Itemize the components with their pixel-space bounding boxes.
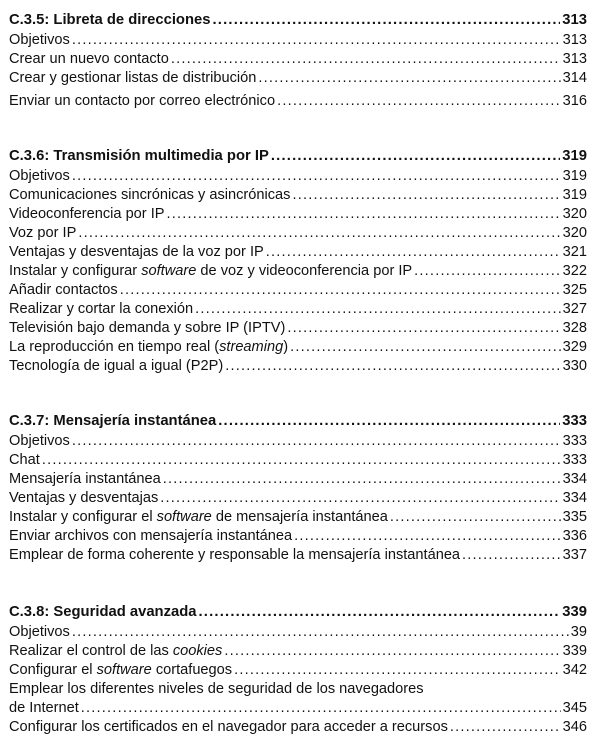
toc-entry [9, 623, 587, 642]
dot-leader [171, 50, 561, 69]
toc-entry [9, 205, 587, 224]
entry-page: 334 [562, 490, 587, 506]
toc-entry [9, 470, 587, 489]
entry-page: 320 [562, 206, 587, 222]
entry-page: 329 [562, 339, 587, 355]
dot-leader [234, 661, 561, 680]
toc-entry [9, 300, 587, 319]
entry-title-part: Configurar el [9, 662, 97, 678]
toc-entry [9, 451, 587, 470]
entry-title-part: Realizar el control de las [9, 643, 173, 659]
toc-entry [9, 718, 587, 737]
entry-title [9, 642, 222, 661]
toc-entry [9, 699, 587, 718]
entry-page: 327 [562, 301, 587, 317]
entry-title: Enviar archivos con mensajería instantánea [9, 528, 293, 544]
heading-page: 333 [562, 413, 587, 429]
entry-title-part: cortafuegos [151, 662, 233, 678]
heading-page: 313 [562, 12, 587, 28]
entry-page: 319 [562, 187, 587, 203]
toc-entry [9, 546, 587, 565]
dot-leader [290, 338, 561, 357]
entry-title-italic: cookies [172, 643, 223, 659]
toc-section-c35 [9, 10, 587, 111]
entry-title: Voz por IP [9, 225, 77, 241]
entry-title-part: Instalar y configurar el [9, 509, 157, 525]
entry-title [9, 262, 412, 281]
entry-title: Ventajas y desventajas [9, 490, 159, 506]
dot-leader [212, 10, 560, 31]
entry-title: Ventajas y desventajas de la voz por IP [9, 244, 264, 260]
heading-title: C.3.8: Seguridad avanzada [9, 604, 197, 620]
toc-entry [9, 262, 587, 281]
entry-page: 342 [562, 662, 587, 678]
entry-title [9, 338, 288, 357]
toc-entry [9, 527, 587, 546]
toc-section-c38 [9, 602, 587, 737]
dot-leader [224, 642, 560, 661]
entry-title-part: de mensajería instantánea [211, 509, 388, 525]
entry-page: 335 [562, 509, 587, 525]
entry-title: Crear un nuevo contacto [9, 51, 169, 67]
entry-page: 333 [562, 452, 587, 468]
dot-leader [414, 262, 560, 281]
dot-leader [42, 451, 561, 470]
entry-title [9, 661, 232, 680]
entry-title: Televisión bajo demanda y sobre IP (IPTV) [9, 320, 286, 336]
entry-title: Objetivos [9, 433, 70, 449]
entry-title: Chat [9, 452, 40, 468]
toc-entry [9, 338, 587, 357]
dot-leader [292, 186, 560, 205]
toc-section-heading [9, 146, 587, 167]
entry-page: 313 [562, 32, 587, 48]
entry-page: 330 [562, 358, 587, 374]
dot-leader [160, 489, 560, 508]
entry-title: Enviar un contacto por correo electrónico [9, 93, 276, 109]
dot-leader [271, 146, 560, 167]
entry-page: 339 [562, 643, 587, 659]
entry-page: 334 [562, 471, 587, 487]
entry-title: Realizar y cortar la conexión [9, 301, 194, 317]
entry-page: 314 [562, 70, 587, 86]
toc-entry [9, 357, 587, 376]
entry-title: Objetivos [9, 624, 70, 640]
dot-leader [294, 527, 561, 546]
dot-leader [120, 281, 561, 300]
toc-entry [9, 508, 587, 527]
entry-title [9, 508, 388, 527]
entry-title: de Internet [9, 700, 79, 716]
entry-page: 337 [562, 547, 587, 563]
entry-title: Crear y gestionar listas de distribución [9, 70, 257, 86]
entry-title-part: La reproducción en tiempo real ( [9, 339, 220, 355]
dot-leader [195, 300, 561, 319]
entry-page: 336 [562, 528, 587, 544]
entry-title: Tecnología de igual a igual (P2P) [9, 358, 224, 374]
entry-title-italic: software [156, 509, 212, 525]
heading-title: C.3.6: Transmisión multimedia por IP [9, 148, 269, 164]
heading-page: 319 [562, 148, 587, 164]
entry-title-part: ) [283, 339, 289, 355]
toc-section-heading [9, 411, 587, 432]
dot-leader [72, 167, 561, 186]
entry-page: 319 [562, 168, 587, 184]
dot-leader [72, 31, 561, 50]
entry-title: Comunicaciones sincrónicas y asincrónicas [9, 187, 291, 203]
entry-page: 333 [562, 433, 587, 449]
toc-section-c36 [9, 146, 587, 376]
entry-title: Emplear de forma coherente y responsable la mensajería instantánea [9, 547, 461, 563]
toc-entry [9, 661, 587, 680]
dot-leader [287, 319, 560, 338]
dot-leader [390, 508, 561, 527]
entry-title: Mensajería instantánea [9, 471, 161, 487]
dot-leader [266, 243, 561, 262]
toc-section-heading [9, 602, 587, 623]
toc-entry [9, 31, 587, 50]
entry-page: 346 [562, 719, 587, 735]
dot-leader [462, 546, 561, 565]
entry-page: 328 [562, 320, 587, 336]
entry-page: 345 [562, 700, 587, 716]
heading-title: C.3.5: Libreta de direcciones [9, 12, 211, 28]
entry-title: Objetivos [9, 168, 70, 184]
toc-entry [9, 642, 587, 661]
dot-leader [72, 623, 569, 642]
entry-page: 322 [562, 263, 587, 279]
toc-section-c37 [9, 411, 587, 565]
dot-leader [78, 224, 560, 243]
toc-entry [9, 92, 587, 111]
toc-entry [9, 167, 587, 186]
entry-page: 321 [562, 244, 587, 260]
toc-entry [9, 224, 587, 243]
entry-title-part: de voz y videoconferencia por IP [196, 263, 413, 279]
entry-title-part: Instalar y configurar [9, 263, 142, 279]
dot-leader [81, 699, 561, 718]
dot-leader [225, 357, 560, 376]
entry-title-line1: Emplear los diferentes niveles de seguridad de los navegadores [9, 681, 424, 697]
toc-entry [9, 319, 587, 338]
entry-title-italic: software [141, 263, 197, 279]
entry-page: 320 [562, 225, 587, 241]
toc-entry [9, 281, 587, 300]
heading-title: C.3.7: Mensajería instantánea [9, 413, 217, 429]
entry-page: 325 [562, 282, 587, 298]
entry-title: Añadir contactos [9, 282, 118, 298]
dot-leader [450, 718, 561, 737]
toc-entry [9, 69, 587, 88]
dot-leader [167, 205, 561, 224]
dot-leader [163, 470, 561, 489]
dot-leader [199, 602, 561, 623]
toc-entry [9, 186, 587, 205]
entry-page: 316 [562, 93, 587, 109]
toc-entry [9, 489, 587, 508]
entry-title-italic: software [96, 662, 152, 678]
dot-leader [258, 69, 560, 88]
entry-title: Videoconferencia por IP [9, 206, 165, 222]
entry-title: Configurar los certificados en el navegador para acceder a recursos [9, 719, 448, 735]
entry-title-italic: streaming [219, 339, 284, 355]
dot-leader [218, 411, 560, 432]
entry-page: 39 [570, 624, 587, 640]
dot-leader [277, 92, 561, 111]
entry-title: Objetivos [9, 32, 70, 48]
entry-page: 313 [562, 51, 587, 67]
toc-entry [9, 50, 587, 69]
dot-leader [72, 432, 561, 451]
toc-entry [9, 432, 587, 451]
toc-section-heading [9, 10, 587, 31]
toc-entry [9, 243, 587, 262]
heading-page: 339 [562, 604, 587, 620]
